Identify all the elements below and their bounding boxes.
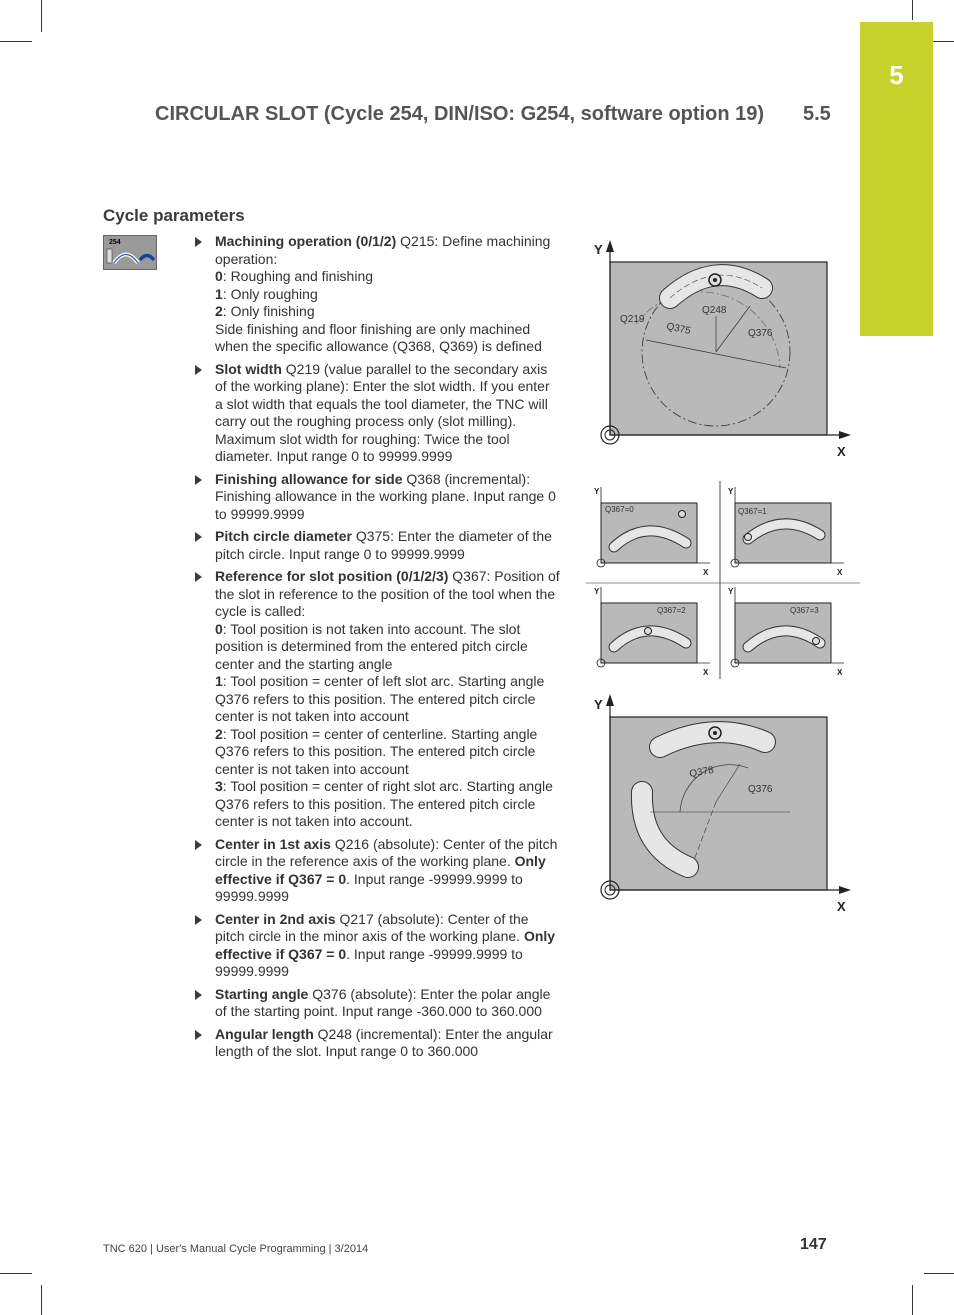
crop-mark: [912, 0, 913, 20]
crop-mark: [924, 1273, 954, 1274]
bullet-arrow-icon: [195, 990, 202, 1000]
param-text: Q219 (value parallel to the secondary axis of the working plane): Enter the slot width. If you enter a slot width that equals the tool diameter, the TNC will carry out the roughing process only (slot milling). Maximum slot width for roughing: Twice the tool diameter. Input range 0 to 99999.9999: [215, 360, 550, 464]
param-text-line: [215, 233, 561, 268]
label-q375: Q375: [665, 321, 692, 338]
param-name: Center in 1st axis: [215, 835, 331, 852]
svg-text:Y: Y: [594, 487, 600, 496]
param-text-line: [215, 621, 561, 674]
param-text: Q217 (absolute): Center of the pitch circle in the minor axis of the working plane.: [215, 910, 529, 944]
svg-text:Y: Y: [728, 587, 734, 596]
page-number: 147: [800, 1236, 827, 1253]
param-text-line: [215, 986, 561, 1021]
figure-slot-starting-angle: [590, 692, 855, 914]
param-name: Slot width: [215, 360, 282, 377]
svg-text:X: X: [703, 568, 709, 577]
param-text-line: [215, 1026, 561, 1061]
bullet-arrow-icon: [195, 572, 202, 582]
param-text: : Tool position = center of centerline. Starting angle Q376 refers to this position. The entered pitch circle center is not taken into account: [215, 725, 538, 777]
bullet-arrow-icon: [195, 237, 202, 247]
param-text: : Only finishing: [222, 303, 315, 319]
label-q378: Q378: [688, 764, 715, 780]
param-text: . Input range -99999.9999 to 99999.9999: [215, 870, 523, 904]
param-item: [193, 568, 561, 831]
panel-q367-2: [594, 587, 710, 677]
param-bold-text: 2: [215, 303, 223, 319]
param-text-line: [215, 361, 561, 466]
page-footer: TNC 620 | User's Manual Cycle Programming | 3/2014: [103, 1243, 369, 1255]
bullet-arrow-icon: [195, 1030, 202, 1040]
svg-text:X: X: [703, 668, 709, 677]
figure-reference-positions: [586, 481, 860, 686]
y-axis-arrow: [606, 694, 614, 706]
y-axis-arrow: [606, 240, 614, 252]
param-text-line: [215, 286, 561, 304]
param-item: [193, 471, 561, 524]
param-name: Reference for slot position (0/1/2/3): [215, 568, 449, 584]
param-item: [193, 361, 561, 466]
param-bold-text: 1: [215, 673, 223, 689]
circular-slot-icon: [104, 236, 156, 269]
label-q367-2: Q367=2: [657, 606, 686, 615]
param-text-line: [215, 268, 561, 286]
chapter-tab: [860, 22, 933, 336]
bullet-arrow-icon: [195, 915, 202, 925]
header-title: CIRCULAR SLOT (Cycle 254, DIN/ISO: G254, software option 19): [155, 103, 765, 125]
param-name: Starting angle: [215, 985, 309, 1002]
param-text: : Tool position = center of left slot arc. Starting angle Q376 refers to this position. The entered pitch circle center is not taken into account: [215, 673, 545, 724]
label-q376: Q376: [748, 784, 773, 795]
x-axis-arrow: [839, 431, 851, 439]
crop-mark: [912, 1285, 913, 1315]
parameter-list: [193, 233, 561, 1066]
label-q376: Q376: [748, 328, 773, 339]
cycle-254-softkey-icon: [103, 235, 157, 270]
param-name: Finishing allowance for side: [215, 470, 403, 487]
axis-label-x: X: [837, 444, 846, 459]
param-text: : Only roughing: [222, 285, 318, 302]
panel-q367-0: [594, 487, 710, 577]
svg-text:X: X: [837, 568, 843, 577]
label-q367-0: Q367=0: [605, 505, 634, 514]
param-text-line: [215, 528, 561, 563]
bullet-arrow-icon: [195, 365, 202, 375]
param-bold-text: Only effective if Q367 = 0: [215, 928, 556, 962]
softkey-label: 254: [109, 239, 121, 246]
panel-q367-1: [728, 487, 844, 577]
crop-mark: [0, 41, 32, 42]
crop-mark: [0, 1273, 32, 1274]
bullet-arrow-icon: [195, 840, 202, 850]
param-name: Center in 2nd axis: [215, 910, 336, 927]
param-bold-text: 3: [215, 778, 223, 794]
param-item: [193, 836, 561, 906]
header-section-number: 5.5: [803, 103, 831, 125]
crop-mark: [41, 1285, 42, 1315]
param-bold-text: 1: [215, 285, 223, 302]
param-text-line: [215, 673, 561, 726]
param-bold-text: 0: [215, 620, 223, 637]
param-text: Side finishing and floor finishing are only machined when the specific allowance (Q368, Q369) is defined: [215, 320, 542, 354]
param-item: [193, 233, 561, 356]
param-name: Machining operation (0/1/2): [215, 233, 397, 249]
bullet-arrow-icon: [195, 532, 202, 542]
panel-q367-3: [728, 587, 844, 677]
section-title: Cycle parameters: [103, 206, 245, 225]
param-text: : Roughing and finishing: [222, 268, 374, 284]
axis-label-y: Y: [594, 697, 603, 712]
param-text-line: [215, 911, 561, 981]
param-item: [193, 911, 561, 981]
param-text: Q376 (absolute): Enter the polar angle of the starting point. Input range -360.000 to 360.000: [215, 985, 551, 1019]
param-item: [193, 1026, 561, 1061]
param-text-line: [215, 568, 561, 621]
param-text: Q248 (incremental): Enter the angular length of the slot. Input range 0 to 360.000: [215, 1025, 553, 1059]
param-item: [193, 986, 561, 1021]
param-text: : Tool position = center of right slot arc. Starting angle Q376 refers to this position. The entered pitch circle center is not taken into account.: [215, 778, 553, 829]
param-text-line: [215, 836, 561, 906]
page-header: [155, 103, 835, 126]
axis-label-y: Y: [594, 242, 603, 257]
svg-text:Y: Y: [728, 487, 734, 496]
x-axis-arrow: [839, 886, 851, 894]
param-text-line: [215, 778, 561, 831]
crop-mark: [41, 0, 42, 32]
param-text: Q375: Enter the diameter of the pitch circle. Input range 0 to 99999.9999: [215, 528, 552, 562]
label-q219: Q219: [620, 314, 645, 325]
param-text-line: [215, 471, 561, 524]
param-bold-text: Only effective if Q367 = 0: [215, 853, 546, 887]
param-name: Pitch circle diameter: [215, 528, 352, 544]
figure-slot-geometry: [590, 238, 855, 460]
label-q367-3: Q367=3: [790, 606, 819, 615]
label-q367-1: Q367=1: [738, 507, 767, 516]
param-bold-text: 2: [215, 725, 223, 742]
param-text-line: [215, 303, 561, 321]
bullet-arrow-icon: [195, 475, 202, 485]
param-text: : Tool position is not taken into account. The slot position is determined from the entered pitch circle center and the starting angle: [215, 620, 528, 672]
chapter-number: 5: [889, 60, 904, 90]
svg-text:Y: Y: [594, 587, 600, 596]
svg-text:X: X: [837, 668, 843, 677]
param-text: Q368 (incremental): Finishing allowance in the working plane. Input range 0 to 99999.9999: [215, 470, 556, 522]
param-text-line: [215, 726, 561, 779]
param-text-line: [215, 321, 561, 356]
axis-label-x: X: [837, 899, 846, 914]
param-text: Q215: Define machining operation:: [215, 233, 551, 267]
label-q248: Q248: [702, 305, 727, 316]
param-text: Q216 (absolute): Center of the pitch circle in the reference axis of the working plane.: [215, 835, 558, 869]
param-item: [193, 528, 561, 563]
param-text: . Input range -99999.9999 to 99999.9999: [215, 945, 523, 979]
param-bold-text: 0: [215, 268, 223, 284]
param-name: Angular length: [215, 1025, 314, 1042]
param-text: Q367: Position of the slot in reference to the position of the tool when the cycle is called:: [215, 568, 560, 619]
